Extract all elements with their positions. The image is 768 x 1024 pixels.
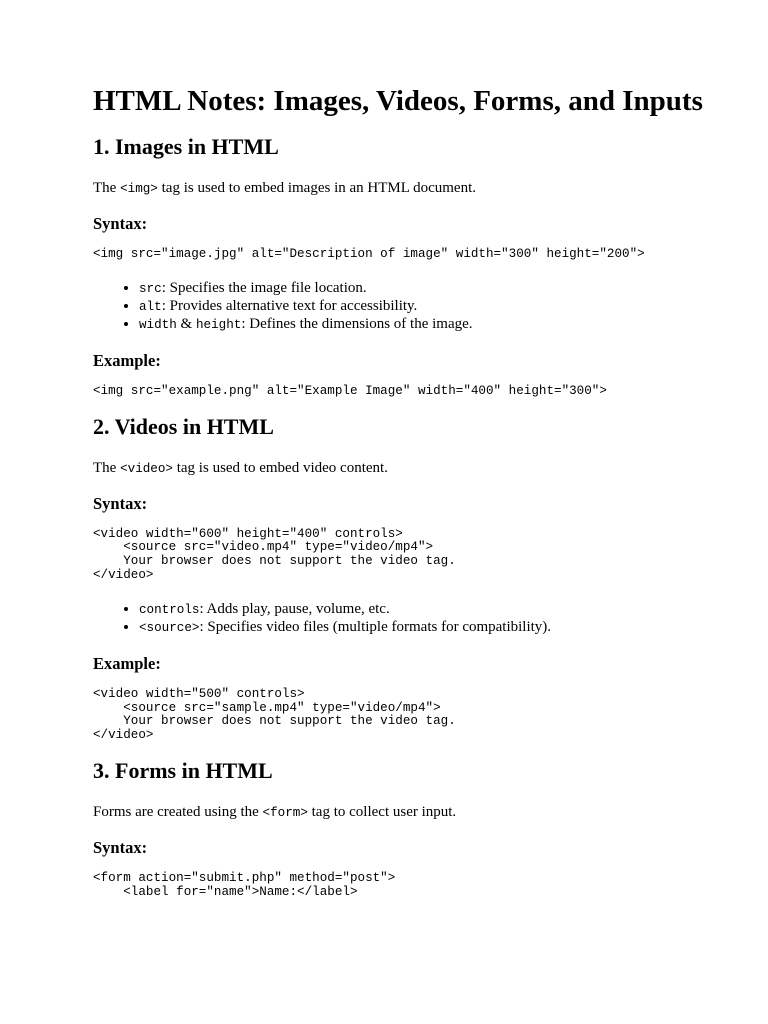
section-intro-images <box>93 179 713 198</box>
intro-text-before: The <box>93 459 121 476</box>
intro-code: <img> <box>120 182 158 196</box>
attr-code: <source> <box>139 620 200 635</box>
list-item <box>139 601 713 619</box>
intro-text-before: Forms are created using the <box>93 803 263 820</box>
attr-code: src <box>139 281 162 296</box>
example-label-images: Example: <box>93 350 161 370</box>
example-code-videos: <video width="500" controls> <source src="sample.mp4" type="video/mp4"> Your browser does not support the video tag. </video> <box>93 686 456 743</box>
example-label-videos: Example: <box>93 653 161 673</box>
intro-text-before: The <box>93 180 121 196</box>
syntax-code-forms: <form action="submit.php" method="post"> <label for="name">Name:</label> <box>93 870 396 899</box>
syntax-label-forms: Syntax: <box>93 837 148 857</box>
list-item <box>139 298 713 316</box>
intro-text-after: tag is used to embed images in an HTML document. <box>157 180 477 196</box>
list-item <box>139 619 713 637</box>
attr-desc: : Adds play, pause, volume, etc. <box>199 600 390 617</box>
syntax-label-videos: Syntax: <box>93 493 148 513</box>
intro-code: <video> <box>120 461 173 476</box>
attribute-list-images <box>93 280 713 334</box>
attr-desc: : Defines the dimensions of the image. <box>241 315 473 332</box>
intro-code: <form> <box>262 805 308 820</box>
section-heading-forms: 3. Forms in HTML <box>93 757 273 783</box>
document-title: HTML Notes: Images, Videos, Forms, and Inputs <box>93 85 703 117</box>
attr-code: alt <box>139 299 162 314</box>
intro-text-after: tag to collect user input. <box>307 803 457 820</box>
attr-desc: : Provides alternative text for accessibility. <box>161 297 418 314</box>
section-intro-forms <box>93 803 713 822</box>
syntax-code-videos: <video width="600" height="400" controls> <source src="video.mp4" type="video/mp4"> Your browser does not support the video tag. </video> <box>93 526 456 582</box>
intro-text-after: tag is used to embed video content. <box>172 459 388 476</box>
attr-code: width <box>139 317 177 332</box>
list-item <box>139 280 713 298</box>
syntax-label-images: Syntax: <box>93 214 148 233</box>
section-intro-videos <box>93 459 713 478</box>
attr-desc: : Specifies the image file location. <box>161 279 367 296</box>
attr-connector: & <box>176 315 196 332</box>
attr-code: controls <box>139 602 200 617</box>
list-item <box>139 316 713 334</box>
example-code-images: <img src="example.png" alt="Example Image" width="400" height="300"> <box>93 383 607 398</box>
syntax-code-images: <img src="image.jpg" alt="Description of image" width="300" height="200"> <box>93 247 645 261</box>
attribute-list-videos <box>93 601 713 637</box>
section-heading-videos: 2. Videos in HTML <box>93 413 274 439</box>
document-page <box>93 84 713 900</box>
attr-code: height <box>195 317 242 332</box>
section-heading-images: 1. Images in HTML <box>93 134 279 159</box>
attr-desc: : Specifies video files (multiple formats for compatibility). <box>199 618 552 635</box>
